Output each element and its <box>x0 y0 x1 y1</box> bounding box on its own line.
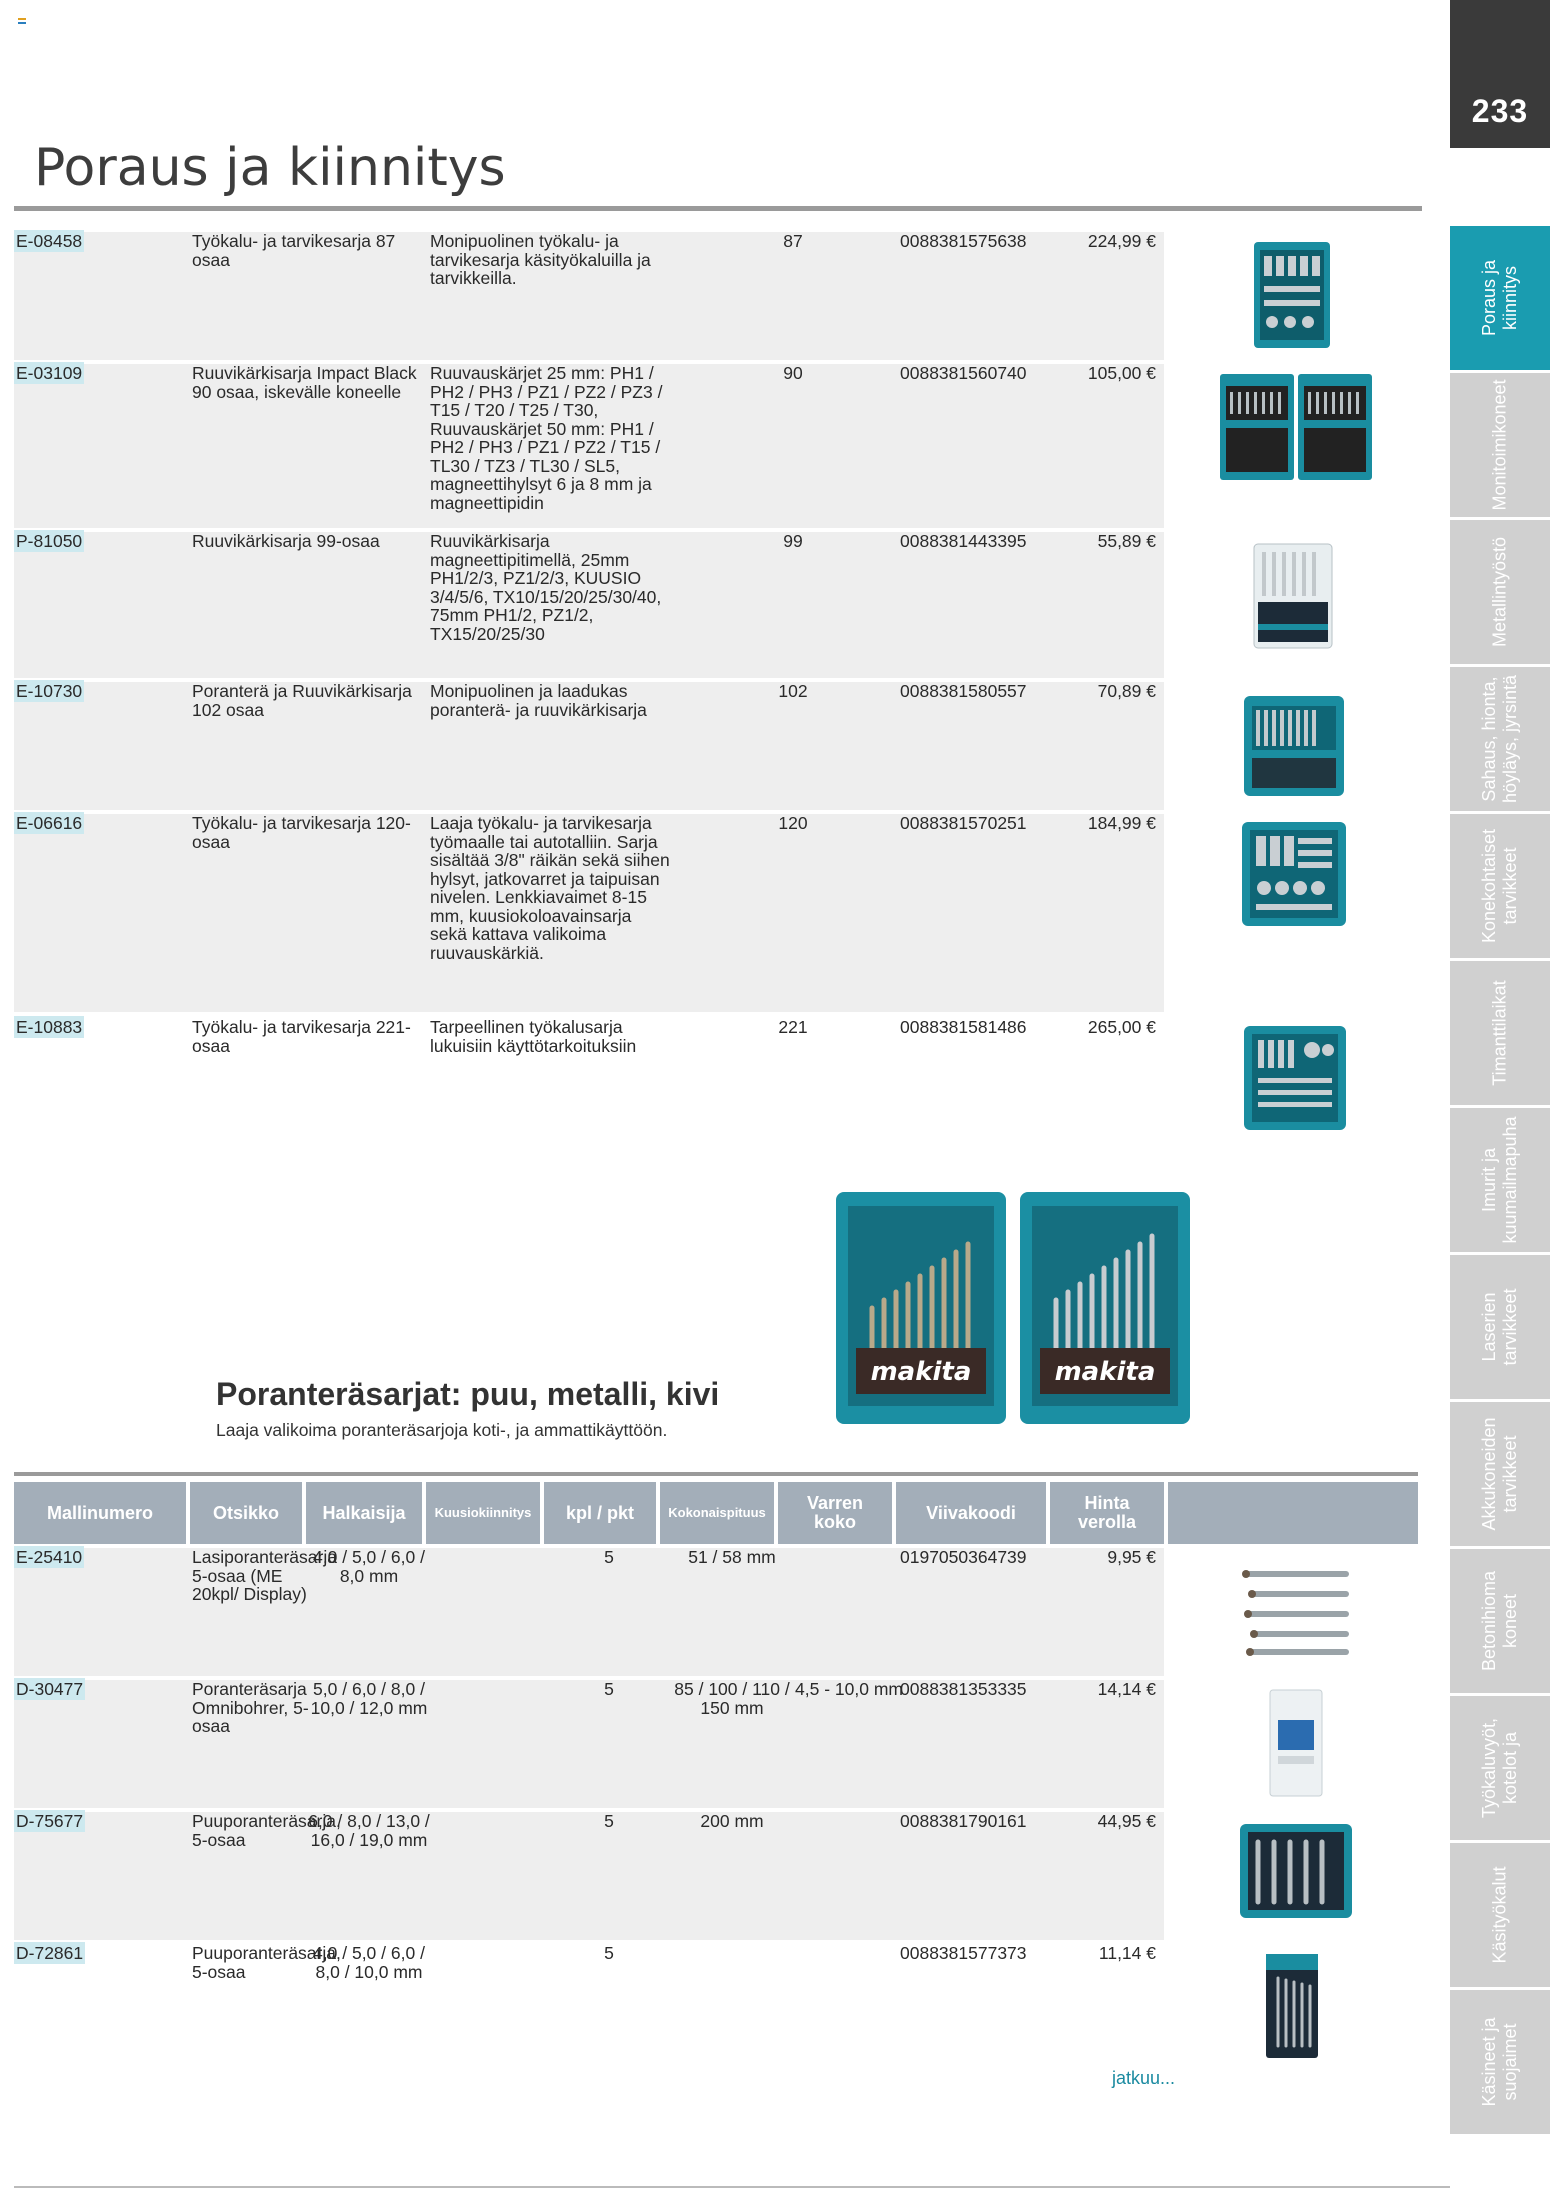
table-row <box>14 1812 1164 1940</box>
side-tab-monitoimikoneet[interactable] <box>1450 373 1550 520</box>
row-ean: 0088381577373 <box>900 1943 1027 1963</box>
drill-bit-case-icon <box>832 1188 1194 1432</box>
product-ean: 0088381575638 <box>900 231 1027 251</box>
promo-subheading: Laaja valikoima poranteräsarjoja koti-, ja ammattikäyttöön. <box>216 1420 668 1440</box>
product-ean: 0088381560740 <box>900 363 1027 383</box>
table-header <box>14 1482 1418 1544</box>
product-title: Työkalu- ja tarvikesarja 87 osaa <box>192 231 396 270</box>
header-hex: Kuusiokiinnitys <box>426 1482 540 1544</box>
side-tab-label: Poraus ja kiinnitys <box>1479 259 1520 337</box>
product-description: Ruuvikärkisarja magneettipitimellä, 25mm PH1/2/3, PZ1/2/3, KUUSIO 3/4/5/6, TX10/15/20/25/30/40, 75mm PH1/2, PZ1/2, TX15/20/25/30 <box>430 531 662 644</box>
product-code: E-03109 <box>16 363 83 383</box>
side-tab-sahaus[interactable] <box>1450 667 1550 814</box>
product-qty: 221 <box>778 1017 808 1037</box>
table-row <box>14 1548 1164 1676</box>
row-shank: 4,5 - 10,0 mm <box>795 1679 903 1699</box>
side-tab-timanttilaikat[interactable] <box>1450 961 1550 1108</box>
row-diameter: 5,0 / 6,0 / 8,0 / 10,0 / 12,0 mm <box>310 1679 428 1718</box>
product-row <box>14 682 1164 810</box>
side-tab-label: Metallintyöstö <box>1489 536 1510 648</box>
model-number: D-72861 <box>16 1943 84 1963</box>
side-tab-poraus[interactable] <box>1450 226 1550 373</box>
model-number: E-25410 <box>16 1547 83 1567</box>
product-qty: 90 <box>783 363 803 383</box>
side-tab-label: Konekohtaiset tarvikkeet <box>1479 828 1520 944</box>
header-ean: Viivakoodi <box>896 1482 1046 1544</box>
product-code: E-06616 <box>16 813 83 833</box>
side-tab-label: Akkukoneiden tarvikkeet <box>1479 1417 1520 1531</box>
product-ean: 0088381580557 <box>900 681 1027 701</box>
product-title: Ruuvikärkisarja Impact Black 90 osaa, iskevälle koneelle <box>192 363 417 402</box>
row-diameter: 4,0 / 5,0 / 6,0 / 8,0 mm <box>313 1547 425 1586</box>
product-description: Monipuolinen ja laadukas poranterä- ja ruuvikärkisarja <box>430 681 647 720</box>
row-ean: 0088381353335 <box>900 1679 1027 1699</box>
side-tab-tyokaluvyot[interactable] <box>1450 1696 1550 1843</box>
row-title: Poranteräsarja Omnibohrer, 5-osaa <box>192 1679 309 1736</box>
product-code: P-81050 <box>16 531 83 551</box>
side-tab-akkukoneiden[interactable] <box>1450 1402 1550 1549</box>
product-description: Monipuolinen työkalu- ja tarvikesarja käsityökaluilla ja tarvikkeilla. <box>430 231 651 288</box>
model-number: D-30477 <box>16 1679 84 1699</box>
side-tab-label: Imurit ja kuumailmapuha <box>1479 1116 1520 1244</box>
product-title: Työkalu- ja tarvikesarja 221-osaa <box>192 1017 411 1056</box>
header-qty: kpl / pkt <box>544 1482 656 1544</box>
side-tab-konekohtaiset[interactable] <box>1450 814 1550 961</box>
product-ean: 0088381443395 <box>900 531 1027 551</box>
row-price: 11,14 € <box>1098 1943 1156 1963</box>
page-number: 233 <box>1450 0 1550 148</box>
header-diameter: Halkaisija <box>306 1482 422 1544</box>
product-title: Ruuvikärkisarja 99-osaa <box>192 531 380 551</box>
row-diameter: 6,0 / 8,0 / 13,0 / 16,0 / 19,0 mm <box>308 1811 430 1850</box>
product-price: 55,89 € <box>1097 531 1156 551</box>
side-tab-betonihioma[interactable] <box>1450 1549 1550 1696</box>
product-row <box>14 364 1164 528</box>
row-background <box>14 1812 1164 1940</box>
row-qty: 5 <box>604 1547 614 1567</box>
product-price: 105,00 € <box>1087 363 1156 383</box>
brand-logo: makita <box>870 1357 972 1387</box>
side-tab-laserien[interactable] <box>1450 1255 1550 1402</box>
product-ean: 0088381581486 <box>900 1017 1027 1037</box>
row-qty: 5 <box>604 1943 614 1963</box>
side-tab-label: Käsineet ja suojaimet <box>1479 2017 1520 2107</box>
large-tool-case-icon <box>1240 1020 1350 1136</box>
page-title: Poraus ja kiinnitys <box>34 138 506 198</box>
product-qty: 120 <box>778 813 808 833</box>
table-row <box>14 1680 1164 1808</box>
continued-link[interactable]: jatkuu... <box>1112 2068 1176 2088</box>
section-tabs <box>1450 226 1550 2137</box>
product-qty: 99 <box>783 531 803 551</box>
product-ean: 0088381570251 <box>900 813 1027 833</box>
product-row <box>14 814 1164 1012</box>
side-tab-label: Monitoimikoneet <box>1489 379 1510 511</box>
row-diameter: 4,0 / 5,0 / 6,0 / 8,0 / 10,0 mm <box>313 1943 425 1982</box>
side-tab-label: Työkaluvyöt, kotelot ja <box>1479 1717 1520 1819</box>
product-qty: 87 <box>783 231 803 251</box>
row-qty: 5 <box>604 1679 614 1699</box>
bit-pack-icon <box>1266 1686 1326 1800</box>
header-image <box>1168 1482 1418 1544</box>
header-model: Mallinumero <box>14 1482 186 1544</box>
product-price: 265,00 € <box>1087 1017 1156 1037</box>
side-tab-label: Timanttilaikat <box>1489 980 1510 1086</box>
header-title: Otsikko <box>190 1482 302 1544</box>
brand-logo: makita <box>1054 1357 1156 1387</box>
row-ean: 0197050364739 <box>900 1547 1027 1567</box>
product-code: E-10883 <box>16 1017 83 1037</box>
model-number: D-75677 <box>16 1811 84 1831</box>
bit-case-icon <box>1218 370 1374 484</box>
product-price: 70,89 € <box>1097 681 1156 701</box>
glass-bits-icon <box>1236 1560 1352 1660</box>
header-shank: Varren koko <box>778 1482 892 1544</box>
side-tab-label: Sahaus, hionta, höyläys, jyrsintä <box>1479 674 1520 804</box>
wood-bit-case-icon <box>1236 1818 1356 1924</box>
side-tab-kasineet[interactable] <box>1450 1990 1550 2137</box>
row-ean: 0088381790161 <box>900 1811 1027 1831</box>
corner-mark <box>18 18 26 24</box>
product-title: Työkalu- ja tarvikesarja 120-osaa <box>192 813 411 852</box>
row-background <box>14 1548 1164 1676</box>
row-length: 85 / 100 / 110 / 150 mm <box>674 1679 790 1718</box>
side-tab-label: Laserien tarvikkeet <box>1479 1288 1520 1366</box>
product-description: Laaja työkalu- ja tarvikesarja työmaalle tai autotalliin. Sarja sisältää 3/8" räikän sekä siihen hylsyt, jatkovarret ja taipuisan nivelen. Lenkkiavaimet 8-15 mm, kuusiokoloavainsarja sekä kattava valikoima ruuvauskärkiä. <box>430 813 670 963</box>
row-title: Puuporanteräsarja, 5-osaa <box>192 1943 341 1982</box>
title-divider <box>14 206 1422 211</box>
drill-case-icon <box>1238 688 1350 802</box>
side-tab-label: Käsityökalut <box>1489 1866 1510 1964</box>
tool-case-icon <box>1250 238 1334 352</box>
side-tab-label: Betonihioma koneet <box>1479 1570 1520 1672</box>
table-row <box>14 1944 1164 2064</box>
side-tab-kasityokalut[interactable] <box>1450 1843 1550 1990</box>
promo-heading: Poranteräsarjat: puu, metalli, kivi <box>216 1376 720 1412</box>
header-price: Hinta verolla <box>1050 1482 1164 1544</box>
side-tab-imurit[interactable] <box>1450 1108 1550 1255</box>
row-length: 200 mm <box>700 1811 764 1831</box>
product-code: E-10730 <box>16 681 83 701</box>
row-background <box>14 1680 1164 1808</box>
product-row <box>14 532 1164 678</box>
row-title: Puuporanteräsarja, 5-osaa <box>192 1811 341 1850</box>
header-length: Kokonaispituus <box>660 1482 774 1544</box>
product-description: Tarpeellinen työkalusarja lukuisiin käyttötarkoituksiin <box>430 1017 637 1056</box>
bottom-divider <box>14 2186 1450 2188</box>
product-description: Ruuvauskärjet 25 mm: PH1 / PH2 / PH3 / PZ1 / PZ2 / PZ3 / T15 / T20 / T25 / T30, Ruuvauskärjet 50 mm: PH1 / PH2 / PH3 / PZ1 / PZ2 / T15 / TL30 / TZ3 / TL30 / SL5, magneettihylsyt 6 ja 8 mm ja magneettipidin <box>430 363 663 513</box>
product-code: E-08458 <box>16 231 83 251</box>
row-price: 44,95 € <box>1097 1811 1156 1831</box>
bit-box-icon <box>1250 540 1336 652</box>
product-row <box>14 232 1164 360</box>
row-length: 51 / 58 mm <box>688 1547 776 1567</box>
product-price: 184,99 € <box>1087 813 1156 833</box>
product-qty: 102 <box>778 681 808 701</box>
row-title: Lasiporanteräsarja 5-osaa (ME 20kpl/ Display) <box>192 1547 337 1604</box>
row-qty: 5 <box>604 1811 614 1831</box>
table-divider <box>14 1472 1418 1476</box>
wrench-case-icon <box>1236 816 1352 932</box>
row-price: 14,14 € <box>1097 1679 1156 1699</box>
product-row <box>14 1018 1164 1128</box>
wood-bit-pack-icon <box>1262 1950 1322 2062</box>
row-price: 9,95 € <box>1107 1547 1156 1567</box>
side-tab-metallintyosto[interactable] <box>1450 520 1550 667</box>
product-title: Poranterä ja Ruuvikärkisarja 102 osaa <box>192 681 412 720</box>
product-price: 224,99 € <box>1087 231 1156 251</box>
